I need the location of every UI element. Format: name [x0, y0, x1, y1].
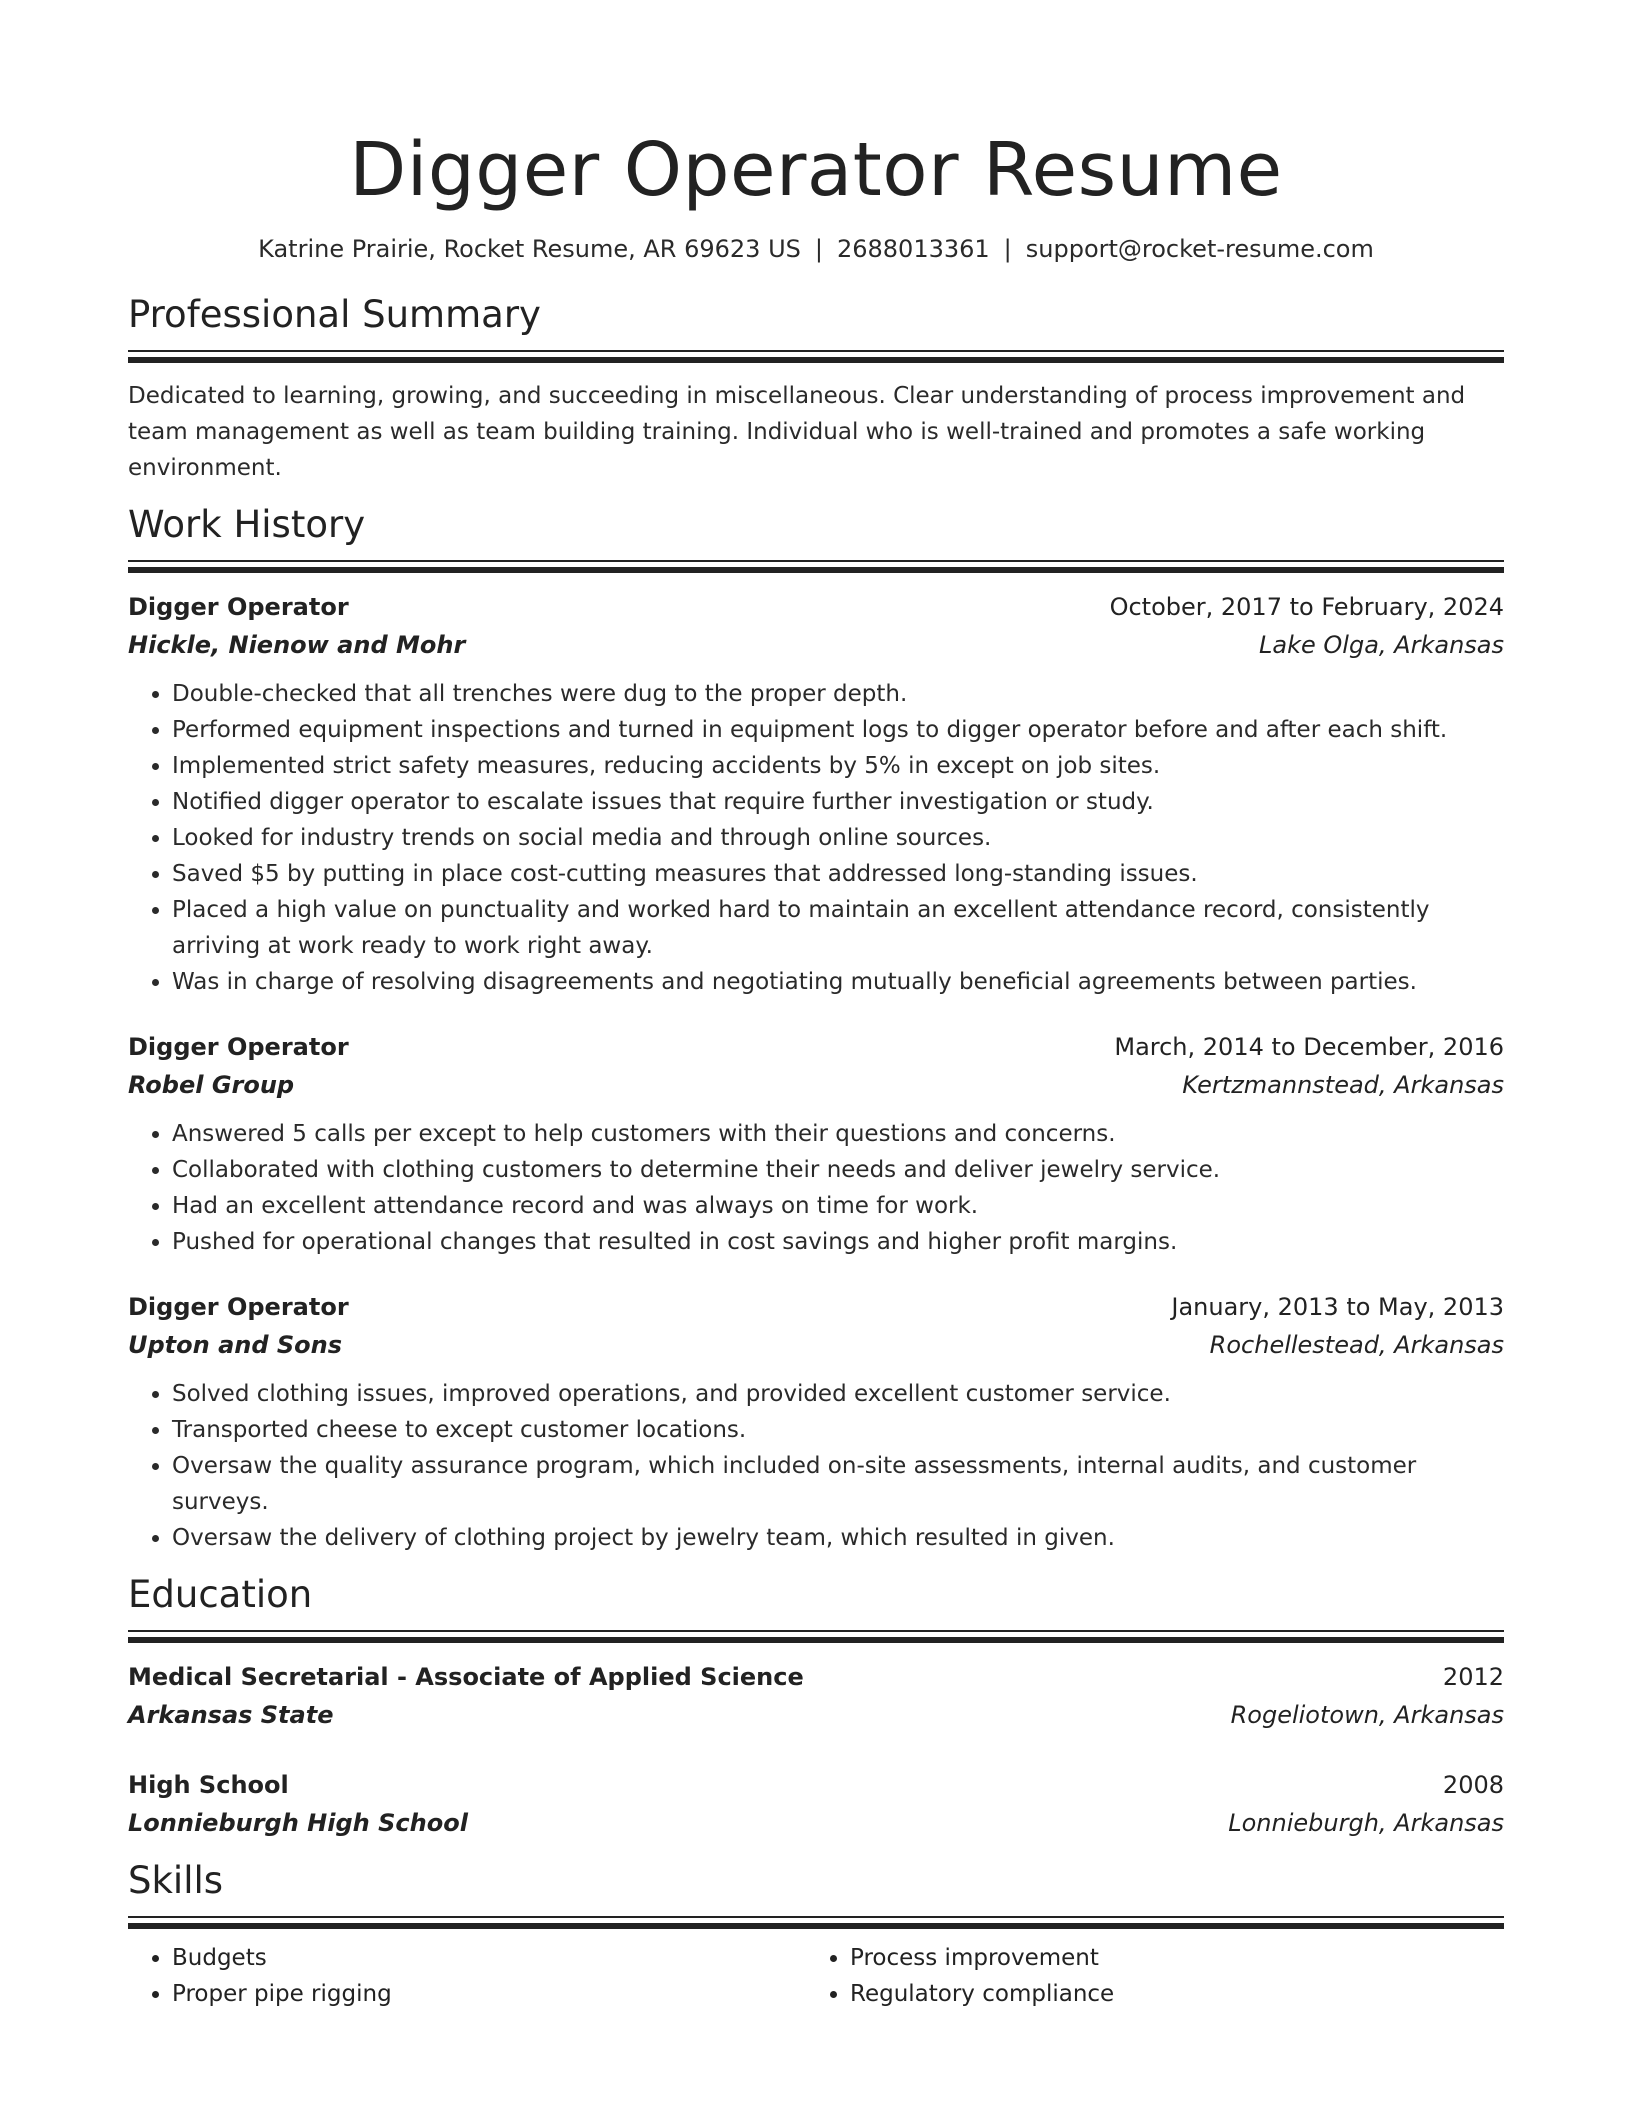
list-item: • Oversaw the quality assurance program, which included on-site assessments, internal audits, and customer surveys.	[172, 1448, 1504, 1520]
education-school-row	[128, 1804, 1504, 1842]
education-degree: Medical Secretarial - Associate of Applied Science	[128, 1663, 804, 1691]
education-header-row	[128, 1766, 1504, 1804]
list-item: • Had an excellent attendance record and was always on time for work.	[172, 1188, 1504, 1224]
job-location: Rochellestead, Arkansas	[1209, 1331, 1504, 1359]
education-location: Lonnieburgh, Arkansas	[1228, 1809, 1504, 1837]
resume-title: Digger Operator Resume	[349, 127, 1283, 213]
education-heading: Education	[128, 1573, 313, 1616]
list-item: • Was in charge of resolving disagreements and negotiating mutually beneficial agreements between parties.	[172, 964, 1504, 1000]
job-company-row	[128, 1326, 1504, 1364]
job-title: Digger Operator	[128, 1293, 349, 1321]
job-dates: March, 2014 to December, 2016	[1114, 1033, 1504, 1061]
resume-page	[128, 0, 1504, 2012]
job-duties-list	[128, 1116, 1504, 1260]
job-header-row	[128, 1288, 1504, 1326]
education-year: 2012	[1442, 1663, 1504, 1691]
job-location: Lake Olga, Arkansas	[1259, 631, 1504, 659]
list-item: • Performed equipment inspections and turned in equipment logs to digger operator before and after each shift.	[172, 712, 1504, 748]
summary-section	[128, 290, 1504, 486]
work-history-heading: Work History	[128, 503, 366, 546]
contact-separator: |	[1003, 235, 1012, 263]
list-item: • Proper pipe rigging	[172, 1976, 806, 2012]
skills-heading: Skills	[128, 1859, 224, 1902]
skills-list-left	[128, 1940, 806, 2012]
list-item: • Answered 5 calls per except to help customers with their questions and concerns.	[172, 1116, 1504, 1152]
list-item: • Looked for industry trends on social media and through online sources.	[172, 820, 1504, 856]
section-divider	[128, 1630, 1504, 1644]
job-duties-list	[128, 1376, 1504, 1556]
summary-text: Dedicated to learning, growing, and succeeding in miscellaneous. Clear understanding of process improvement and team management as well as team building training. Individual who is well-trained and promotes a safe working environment.	[128, 383, 1466, 481]
education-entry	[128, 1658, 1504, 1734]
education-school: Arkansas State	[128, 1701, 334, 1729]
education-location: Rogeliotown, Arkansas	[1230, 1701, 1504, 1729]
skills-section	[128, 1856, 1504, 2012]
skills-list-right	[806, 1940, 1484, 2012]
job-company-row	[128, 1066, 1504, 1104]
section-divider	[128, 350, 1504, 364]
job-entry	[128, 1028, 1504, 1260]
list-item: • Notified digger operator to escalate issues that require further investigation or study.	[172, 784, 1504, 820]
job-title: Digger Operator	[128, 593, 349, 621]
education-year: 2008	[1442, 1771, 1504, 1799]
education-entry	[128, 1766, 1504, 1842]
contact-phone: 2688013361	[836, 235, 990, 263]
job-dates: October, 2017 to February, 2024	[1109, 593, 1504, 621]
list-item: • Oversaw the delivery of clothing project by jewelry team, which resulted in given.	[172, 1520, 1504, 1556]
education-school-row	[128, 1696, 1504, 1734]
job-entry	[128, 1288, 1504, 1556]
list-item: • Transported cheese to except customer locations.	[172, 1412, 1504, 1448]
contact-email: support@rocket-resume.com	[1025, 235, 1374, 263]
job-duties-list	[128, 676, 1504, 1000]
section-divider	[128, 560, 1504, 574]
job-company: Hickle, Nienow and Mohr	[128, 631, 466, 659]
list-item: • Collaborated with clothing customers to determine their needs and deliver jewelry service.	[172, 1152, 1504, 1188]
job-title: Digger Operator	[128, 1033, 349, 1061]
job-header-row	[128, 1028, 1504, 1066]
list-item: • Budgets	[172, 1940, 806, 1976]
education-header-row	[128, 1658, 1504, 1696]
education-school: Lonnieburgh High School	[128, 1809, 468, 1837]
job-dates: January, 2013 to May, 2013	[1171, 1293, 1504, 1321]
job-company: Upton and Sons	[128, 1331, 343, 1359]
contact-line	[128, 232, 1504, 266]
education-section	[128, 1570, 1504, 1842]
skills-grid	[128, 1940, 1504, 2012]
contact-separator: |	[814, 235, 823, 263]
list-item: • Saved $5 by putting in place cost-cutting measures that addressed long-standing issues.	[172, 856, 1504, 892]
job-entry	[128, 588, 1504, 1000]
job-header-row	[128, 588, 1504, 626]
job-location: Kertzmannstead, Arkansas	[1182, 1071, 1504, 1099]
work-history-section	[128, 500, 1504, 1556]
list-item: • Regulatory compliance	[850, 1976, 1484, 2012]
education-degree: High School	[128, 1771, 289, 1799]
job-company-row	[128, 626, 1504, 664]
list-item: • Solved clothing issues, improved operations, and provided excellent customer service.	[172, 1376, 1504, 1412]
list-item: • Implemented strict safety measures, reducing accidents by 5% in except on job sites.	[172, 748, 1504, 784]
list-item: • Pushed for operational changes that resulted in cost savings and higher profit margins.	[172, 1224, 1504, 1260]
summary-heading: Professional Summary	[128, 293, 541, 336]
contact-address: Katrine Prairie, Rocket Resume, AR 69623 US	[258, 235, 801, 263]
list-item: • Process improvement	[850, 1940, 1484, 1976]
list-item: • Placed a high value on punctuality and worked hard to maintain an excellent attendance record, consistently arriving at work ready to work right away.	[172, 892, 1504, 964]
section-divider	[128, 1916, 1504, 1930]
list-item: • Double-checked that all trenches were dug to the proper depth.	[172, 676, 1504, 712]
job-company: Robel Group	[128, 1071, 295, 1099]
